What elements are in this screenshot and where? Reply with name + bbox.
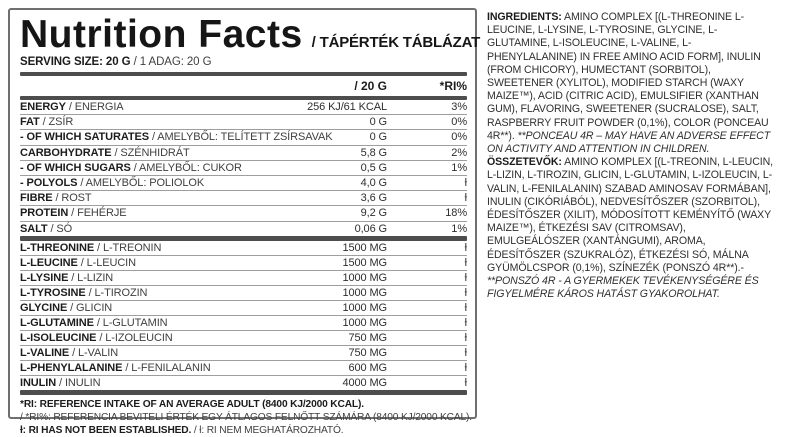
- footnote-ri-en: *RI: REFERENCE INTAKE OF AN AVERAGE ADULT (8400 KJ/2000 KCAL).: [20, 399, 364, 411]
- nutrient-name-hu: / ZSÍR: [39, 116, 74, 129]
- nutrient-name: [20, 206, 361, 220]
- ingredients-label-en: INGREDIENTS:: [487, 11, 562, 23]
- nutrient-name: [20, 146, 361, 160]
- table-header-row: [20, 78, 467, 94]
- nutrient-name-hu: / L-LEUCIN: [77, 256, 136, 269]
- nutrient-amount: 0,06 G: [354, 222, 387, 235]
- nutrient-name-en: L-LEUCINE: [20, 256, 78, 269]
- table-row: [20, 360, 467, 375]
- nutrient-name-hu: / L-GLUTAMIN: [93, 316, 168, 329]
- nutrient-name-en: - POLYOLS: [20, 176, 78, 189]
- nutrient-name-en: FIBRE: [20, 192, 53, 205]
- nutrient-name: [20, 331, 348, 345]
- nutrient-name-hu: / SÓ: [47, 222, 73, 235]
- nutrient-name: [20, 256, 342, 270]
- nutrient-name-hu: / ROST: [52, 192, 92, 205]
- ingredients-text-hu: AMINO KOMPLEX [(L-TREONIN, L-LEUCIN, L-LIZIN, L-TIROZIN, GLICIN, L-GLUTAMIN, L-IZOLEUCIN, L-VALIN, L-FENILALANIN) SZABAD AMINOSAV FORMÁBAN], INULIN (CIKÓRIÁBÓL), NEDVESÍTŐSZER (SZORBITOL), ÉDESÍTŐSZER (XILIT), MÓDOSÍTOTT KEMÉNYÍTŐ (WAXY MAIZE™), ÉTKEZÉSI SAV (CITROMSAV), EMULGEÁLÓSZER (XANTÁNGUMI), AROMA, ÉDESÍTŐSZER (SZUKRALÓZ), ÉTKEZÉSI SÓ, MÁLNA GYÜMÖLCSPOR (0,1%), SZÍNEZÉK (PONSZÓ 4R**).-: [487, 156, 773, 274]
- nutrient-name: [20, 286, 342, 300]
- nutrient-amount: 600 MG: [348, 362, 387, 375]
- nutrient-name: [20, 316, 342, 330]
- nutrient-name-en: L-VALINE: [20, 347, 70, 360]
- nutrient-ri-value: ƚ: [464, 256, 467, 269]
- nutrient-ri-value: ƚ: [464, 347, 467, 360]
- nutrient-ri-value: ƚ: [464, 316, 467, 329]
- table-row: [20, 175, 467, 190]
- nutrient-ri-value: ƚ: [464, 362, 467, 375]
- page-title: Nutrition Facts: [20, 13, 303, 56]
- nutrient-name-hu: / L-FENILALANIN: [122, 362, 211, 375]
- nutrient-ri-value: ƚ: [464, 301, 467, 314]
- nutrient-name-en: L-PHENYLALANINE: [20, 362, 123, 375]
- nutrient-name-hu: / GLICIN: [67, 301, 113, 314]
- table-row: [20, 129, 467, 144]
- nutrient-ri-value: ƚ: [464, 176, 467, 189]
- ingredients-label-hu: ÖSSZETEVŐK:: [487, 156, 562, 169]
- nutrient-amount: 0 G: [369, 116, 387, 129]
- nutrient-name-en: INULIN: [20, 377, 57, 390]
- nutrient-name: [20, 361, 348, 375]
- nutrient-amount: 4000 MG: [342, 377, 387, 390]
- nutrient-name: [20, 222, 355, 236]
- nutrient-name-hu: / AMELYBŐL: TELÍTETT ZSÍRSAVAK: [148, 131, 333, 144]
- nutrient-name-en: L-GLUTAMINE: [20, 316, 94, 329]
- nutrient-amount: 1500 MG: [342, 241, 387, 254]
- nutrient-ri-value: 0%: [451, 131, 467, 144]
- thick-divider: [20, 72, 467, 76]
- nutrient-ri-value: 3%: [451, 101, 467, 113]
- nutrient-name-hu: / AMELYBŐL: CUKOR: [130, 161, 242, 174]
- nutrient-name: [20, 241, 342, 255]
- nutrient-name: [20, 346, 348, 360]
- serving-size-en: SERVING SIZE: 20 G: [20, 56, 131, 68]
- nutrient-name-hu: / L-VALIN: [69, 347, 119, 360]
- nutrient-name-en: GLYCINE: [20, 301, 68, 314]
- nutrient-name-hu: / L-TREONIN: [94, 241, 162, 254]
- table-row: [20, 330, 467, 345]
- nutrient-name: [20, 271, 342, 285]
- nutrient-ri-value: ƚ: [464, 286, 467, 299]
- amino-acids-table: [20, 241, 467, 390]
- nutrient-amount: 1500 MG: [342, 256, 387, 269]
- nutrient-ri-value: 18%: [445, 207, 467, 220]
- nutrient-amount: 0 G: [369, 131, 387, 144]
- table-row: [20, 255, 467, 270]
- nutrient-name-hu: / SZÉNHIDRÁT: [111, 146, 190, 159]
- nutrient-ri-value: ƚ: [464, 331, 467, 344]
- ingredients-warning-en: **PONCEAU 4R – MAY HAVE AN ADVERSE EFFECT ON ACTIVITY AND ATTENTION IN CHILDREN.: [487, 129, 771, 156]
- nutrient-name: [20, 100, 307, 114]
- nutrient-name-hu: / L-IZOLEUCIN: [96, 331, 173, 344]
- table-row: [20, 285, 467, 300]
- footnote-not-established-hu: / ƚ: RI NEM MEGHATÁROZHATÓ.: [191, 425, 344, 437]
- table-row: [20, 345, 467, 360]
- nutrient-name-en: L-LYSINE: [20, 271, 69, 284]
- footnote-not-established-en: ƚ: RI HAS NOT BEEN ESTABLISHED.: [20, 425, 192, 437]
- nutrient-name-hu: / INULIN: [56, 377, 101, 390]
- table-row: [20, 160, 467, 175]
- table-row: [20, 221, 467, 236]
- nutrient-amount: 750 MG: [348, 347, 387, 360]
- nutrient-name-hu: / L-LIZIN: [68, 271, 114, 284]
- nutrient-ri-value: 1%: [451, 161, 467, 174]
- nutrient-amount: 750 MG: [348, 331, 387, 344]
- footnote-not-established: [20, 424, 467, 437]
- table-row: [20, 114, 467, 129]
- nutrient-amount: 256 KJ/61 KCAL: [307, 101, 387, 113]
- nutrient-name-en: CARBOHYDRATE: [20, 146, 112, 159]
- nutrient-name-en: - OF WHICH SUGARS: [20, 161, 131, 174]
- serving-size-hu: / 1 ADAG: 20 G: [130, 56, 212, 68]
- nutrient-ri-value: ƚ: [464, 377, 467, 390]
- ingredients-text-en: AMINO COMPLEX [(L-THREONINE L-LEUCINE, L-LYSINE, L-TYROSINE, GLYCINE, L-GLUTAMINE, L-ISOLEUCINE, L-VALINE, L-PHENYLALANINE) IN FREE AMINO ACID FORM], INULIN (FROM CHICORY), HUMECTANT (SORBITOL), SWEETENER (XYLITOL), MODIFIED STARCH (WAXY MAIZE™), ACID (CITRIC ACID), EMULSIFIER (XANTHAN GUM), FLAVORING, SWEETENER (SUCRALOSE), SALT, RASPBERRY FRUIT POWDER (0,1%), COLOR (PONCEAU 4R**).: [487, 11, 769, 142]
- nutrient-name: [20, 301, 342, 315]
- nutrient-name-en: PROTEIN: [20, 207, 69, 220]
- nutrient-amount: 3,6 G: [360, 192, 387, 205]
- table-row: [20, 145, 467, 160]
- table-row: [20, 241, 467, 255]
- nutrient-name: [20, 191, 361, 205]
- nutrient-amount: 1000 MG: [342, 316, 387, 329]
- nutrient-name: [20, 130, 370, 144]
- table-row: [20, 375, 467, 390]
- nutrient-name-en: L-TYROSINE: [20, 286, 86, 299]
- table-row: [20, 270, 467, 285]
- column-header-amount: / 20 G: [354, 79, 387, 93]
- nutrient-name: [20, 176, 361, 190]
- nutrient-ri-value: ƚ: [464, 271, 467, 284]
- nutrient-name: [20, 115, 370, 129]
- nutrient-name-hu: / FEHÉRJE: [68, 207, 127, 220]
- panel-header: [20, 13, 481, 56]
- table-row: [20, 100, 467, 114]
- nutrient-amount: 5,8 G: [360, 146, 387, 159]
- nutrient-name-en: FAT: [20, 116, 40, 129]
- table-row: [20, 315, 467, 330]
- nutrient-name-en: ENERGY: [20, 101, 66, 113]
- nutrient-amount: 1000 MG: [342, 301, 387, 314]
- nutrient-name-en: L-THREONINE: [20, 241, 95, 254]
- nutrient-name: [20, 376, 342, 390]
- nutrient-amount: 1000 MG: [342, 286, 387, 299]
- nutrient-ri-value: 2%: [451, 146, 467, 159]
- nutrient-ri-value: 0%: [451, 116, 467, 129]
- nutrient-ri-value: ƚ: [464, 241, 467, 254]
- column-header-ri: *RI%: [439, 79, 467, 93]
- ingredients-paragraph-en: [487, 11, 779, 156]
- ingredients-column: [487, 11, 779, 301]
- nutrient-amount: 0,5 G: [360, 161, 387, 174]
- nutrient-ri-value: 1%: [451, 222, 467, 235]
- nutrient-name: [20, 161, 361, 175]
- table-row: [20, 300, 467, 315]
- footnote-ri-hu: / *RI%: REFERENCIA BEVITELI ÉRTÉK EGY ÁTLAGOS FELNŐTT SZÁMÁRA (8400 KJ/2000 KCAL).: [20, 412, 472, 424]
- nutrition-facts-panel: [8, 8, 481, 437]
- macro-nutrients-table: [20, 100, 467, 236]
- serving-size-line: [20, 56, 467, 68]
- footnotes: [20, 395, 472, 437]
- nutrient-name-hu: / L-TIROZIN: [85, 286, 148, 299]
- nutrient-name-en: SALT: [20, 222, 48, 235]
- nutrient-name-en: - OF WHICH SATURATES: [20, 131, 149, 144]
- nutrient-amount: 9,2 G: [360, 207, 387, 220]
- nutrient-amount: 4,0 G: [360, 176, 387, 189]
- page-title-hungarian: / TÁPÉRTÉK TÁBLÁZAT: [311, 34, 481, 51]
- table-row: [20, 205, 467, 220]
- nutrient-name-en: L-ISOLEUCINE: [20, 331, 97, 344]
- ingredients-paragraph-hu: [487, 156, 779, 301]
- table-row: [20, 190, 467, 205]
- nutrient-ri-value: ƚ: [464, 192, 467, 205]
- nutrient-name-hu: / ENERGIA: [65, 101, 124, 113]
- nutrient-name-hu: / AMELYBŐL: POLIOLOK: [77, 176, 205, 189]
- ingredients-warning-hu: **PONSZÓ 4R - A GYERMEKEK TEVÉKENYSÉGÉRE ÉS FIGYELMÉRE KÁROS HATÁST GYAKOROLHAT.: [487, 275, 759, 301]
- nutrient-amount: 1000 MG: [342, 271, 387, 284]
